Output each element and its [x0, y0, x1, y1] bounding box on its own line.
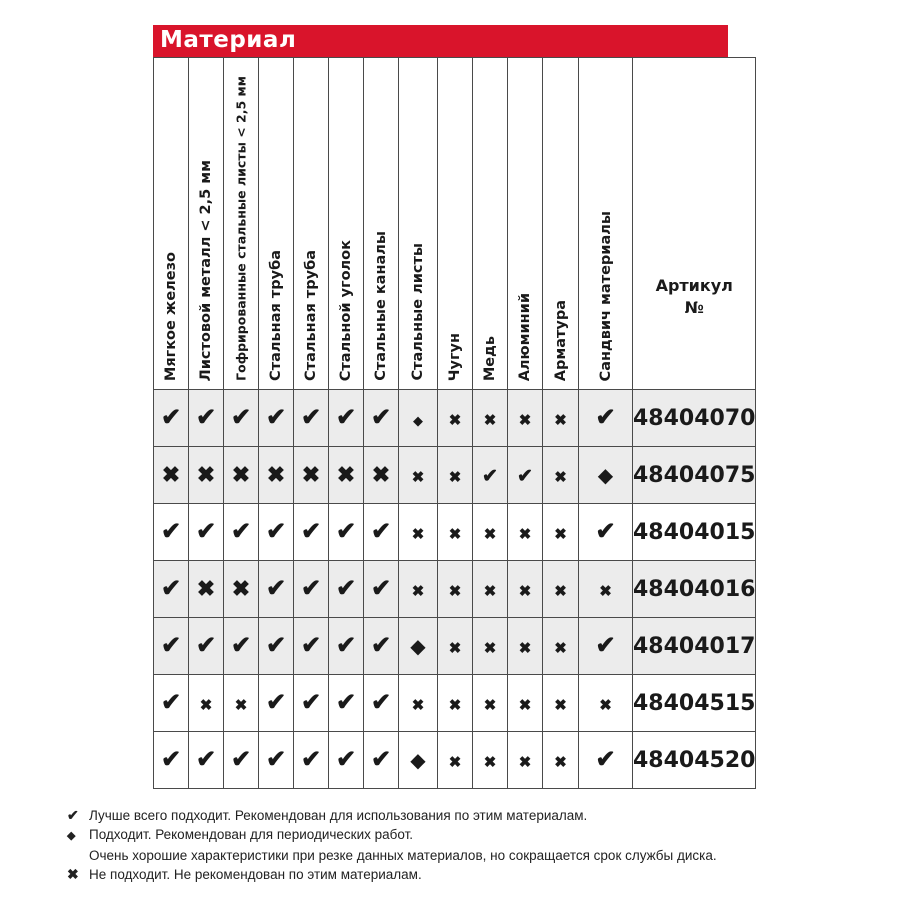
column-header — [294, 58, 329, 390]
article-header-label: Артикул № — [655, 276, 733, 317]
rating-cell — [154, 732, 189, 789]
header-row — [154, 58, 756, 390]
table-row — [154, 504, 756, 561]
rating-cell — [224, 561, 259, 618]
column-header-label: Стальная труба — [303, 250, 319, 381]
rating-cell — [189, 561, 224, 618]
rating-cell — [508, 675, 543, 732]
cross-icon: ✖ — [599, 583, 612, 600]
table-row — [154, 561, 756, 618]
check-icon: ✔ — [595, 746, 616, 773]
rating-cell — [438, 732, 473, 789]
rating-cell — [508, 561, 543, 618]
legend-text: Не подходит. Не рекомендован по этим материалам. — [89, 867, 422, 882]
check-icon: ✔ — [300, 632, 322, 659]
check-icon: ✔ — [265, 404, 287, 431]
column-header — [259, 58, 294, 390]
rating-cell — [154, 618, 189, 675]
article-number: 48404070 — [633, 390, 756, 447]
rating-cell — [189, 390, 224, 447]
legend — [67, 806, 717, 884]
legend-item — [67, 846, 717, 865]
column-header-label: Листовой металл < 2,5 мм — [198, 159, 214, 381]
rating-cell — [473, 390, 508, 447]
column-header-label: Алюминий — [517, 292, 533, 381]
check-icon: ✔ — [300, 575, 322, 602]
rating-cell — [579, 561, 633, 618]
cross-icon: ✖ — [411, 697, 425, 714]
rating-cell — [399, 447, 438, 504]
article-number: 48404515 — [633, 675, 756, 732]
cross-icon: ✖ — [448, 754, 462, 771]
rating-cell — [259, 447, 294, 504]
rating-cell — [543, 504, 579, 561]
rating-cell — [579, 504, 633, 561]
column-header — [579, 58, 633, 390]
column-header-label: Стальная труба — [268, 250, 284, 381]
cross-icon: ✖ — [234, 697, 248, 714]
rating-cell — [473, 447, 508, 504]
column-header-label: Стальные каналы — [373, 231, 389, 381]
rating-cell — [294, 618, 329, 675]
column-header — [329, 58, 364, 390]
cross-icon: ✖ — [518, 754, 532, 771]
rating-cell — [364, 561, 399, 618]
rating-cell — [329, 504, 364, 561]
check-icon: ✔ — [335, 518, 357, 545]
rating-cell — [224, 732, 259, 789]
cross-icon: ✖ — [336, 462, 356, 487]
cross-icon: ✖ — [483, 697, 497, 714]
rating-cell — [364, 618, 399, 675]
check-icon: ✔ — [300, 404, 322, 431]
rating-cell — [543, 447, 579, 504]
rating-cell — [508, 618, 543, 675]
diamond-icon: ◆ — [410, 750, 426, 772]
check-icon: ✔ — [370, 632, 392, 659]
check-icon: ✔ — [160, 404, 182, 431]
cross-icon: ✖ — [518, 526, 532, 543]
column-header-label: Гофрированные стальные листы < 2,5 мм — [233, 76, 249, 381]
check-icon: ✔ — [370, 689, 392, 716]
article-number: 48404015 — [633, 504, 756, 561]
rating-cell — [399, 504, 438, 561]
cross-icon: ✖ — [554, 640, 567, 657]
check-icon: ✔ — [300, 746, 322, 773]
rating-cell — [329, 732, 364, 789]
rating-cell — [473, 732, 508, 789]
rating-cell — [259, 504, 294, 561]
header-banner — [153, 25, 728, 57]
table-row — [154, 390, 756, 447]
rating-cell — [508, 504, 543, 561]
check-icon: ✔ — [300, 689, 322, 716]
check-icon: ✔ — [300, 518, 322, 545]
check-icon: ✔ — [230, 518, 252, 545]
cross-icon: ✖ — [599, 697, 612, 714]
article-column-header — [633, 58, 756, 390]
article-number: 48404075 — [633, 447, 756, 504]
cross-icon: ✖ — [448, 640, 462, 657]
cross-icon: ✖ — [448, 526, 462, 543]
rating-cell — [294, 675, 329, 732]
rating-cell — [224, 675, 259, 732]
check-icon: ✔ — [230, 632, 252, 659]
cross-icon: ✖ — [483, 640, 497, 657]
rating-cell — [473, 561, 508, 618]
check-icon: ✔ — [595, 518, 616, 545]
column-header — [189, 58, 224, 390]
article-number: 48404017 — [633, 618, 756, 675]
rating-cell — [543, 618, 579, 675]
cross-icon: ✖ — [448, 469, 462, 486]
rating-cell — [364, 675, 399, 732]
cross-icon: ✖ — [483, 526, 497, 543]
rating-cell — [399, 675, 438, 732]
check-icon: ✔ — [230, 746, 252, 773]
rating-cell — [329, 447, 364, 504]
cross-icon: ✖ — [161, 462, 181, 487]
check-icon: ✔ — [160, 575, 182, 602]
rating-cell — [438, 618, 473, 675]
diamond-icon: ◆ — [410, 636, 426, 658]
cross-icon: ✖ — [448, 697, 462, 714]
rating-cell — [259, 561, 294, 618]
rating-cell — [543, 561, 579, 618]
rating-cell — [294, 732, 329, 789]
check-icon: ✔ — [160, 746, 182, 773]
rating-cell — [154, 447, 189, 504]
rating-cell — [259, 675, 294, 732]
check-icon: ✔ — [595, 632, 616, 659]
page-title: Материал — [160, 27, 297, 53]
article-number: 48404016 — [633, 561, 756, 618]
check-icon: ✔ — [195, 518, 217, 545]
rating-cell — [189, 447, 224, 504]
check-icon: ✔ — [335, 404, 357, 431]
rating-cell — [294, 561, 329, 618]
rating-cell — [473, 618, 508, 675]
check-icon: ✔ — [370, 518, 392, 545]
rating-cell — [189, 504, 224, 561]
cross-icon: ✖ — [411, 526, 425, 543]
check-icon: ✔ — [370, 746, 392, 773]
check-icon: ✔ — [67, 807, 79, 823]
rating-cell — [189, 675, 224, 732]
column-header — [224, 58, 259, 390]
rating-cell — [329, 675, 364, 732]
check-icon: ✔ — [370, 575, 392, 602]
column-header — [154, 58, 189, 390]
column-header — [473, 58, 508, 390]
table-row — [154, 447, 756, 504]
rating-cell — [224, 618, 259, 675]
check-icon: ✔ — [595, 404, 616, 431]
cross-icon: ✖ — [554, 412, 567, 429]
cross-icon: ✖ — [67, 866, 79, 882]
rating-cell — [154, 390, 189, 447]
table-row — [154, 618, 756, 675]
article-number: 48404520 — [633, 732, 756, 789]
cross-icon: ✖ — [199, 697, 213, 714]
cross-icon: ✖ — [371, 462, 391, 487]
rating-cell — [224, 447, 259, 504]
legend-item — [67, 825, 717, 846]
check-icon: ✔ — [160, 518, 182, 545]
cross-icon: ✖ — [448, 412, 462, 429]
check-icon: ✔ — [265, 575, 287, 602]
check-icon: ✔ — [335, 575, 357, 602]
rating-cell — [399, 561, 438, 618]
check-icon: ✔ — [265, 518, 287, 545]
check-icon: ✔ — [195, 404, 217, 431]
cross-icon: ✖ — [554, 754, 567, 771]
rating-cell — [224, 504, 259, 561]
cross-icon: ✖ — [411, 469, 425, 486]
rating-cell — [259, 618, 294, 675]
column-header — [399, 58, 438, 390]
check-icon: ✔ — [160, 689, 182, 716]
rating-cell — [329, 390, 364, 447]
check-icon: ✔ — [335, 689, 357, 716]
check-icon: ✔ — [230, 404, 252, 431]
rating-cell — [508, 390, 543, 447]
column-header — [364, 58, 399, 390]
column-header-label: Мягкое железо — [163, 251, 179, 381]
diamond-icon: ◆ — [413, 413, 423, 428]
rating-cell — [438, 447, 473, 504]
cross-icon: ✖ — [518, 697, 532, 714]
legend-text: Очень хорошие характеристики при резке данных материалов, но сокращается срок службы диска. — [89, 848, 717, 863]
column-header-label: Сандвич материалы — [597, 210, 614, 381]
rating-cell — [259, 390, 294, 447]
legend-item — [67, 865, 717, 884]
rating-cell — [438, 675, 473, 732]
diamond-icon: ◆ — [67, 830, 76, 842]
rating-cell — [473, 504, 508, 561]
column-header-label: Арматура — [552, 299, 569, 381]
rating-cell — [399, 390, 438, 447]
check-icon: ✔ — [335, 746, 357, 773]
rating-cell — [294, 504, 329, 561]
cross-icon: ✖ — [411, 583, 425, 600]
material-compatibility-table — [153, 57, 756, 789]
check-icon: ✔ — [265, 689, 287, 716]
column-header-label: Чугун — [447, 332, 463, 381]
cross-icon: ✖ — [483, 583, 497, 600]
rating-cell — [154, 561, 189, 618]
check-icon: ✔ — [517, 466, 533, 487]
cross-icon: ✖ — [448, 583, 462, 600]
rating-cell — [364, 390, 399, 447]
column-header — [543, 58, 579, 390]
rating-cell — [329, 561, 364, 618]
cross-icon: ✖ — [554, 697, 567, 714]
rating-cell — [508, 732, 543, 789]
check-icon: ✔ — [195, 632, 217, 659]
rating-cell — [543, 390, 579, 447]
check-icon: ✔ — [335, 632, 357, 659]
column-header-label: Стальные листы — [410, 243, 426, 381]
rating-cell — [399, 732, 438, 789]
table-row — [154, 675, 756, 732]
rating-cell — [154, 504, 189, 561]
rating-cell — [543, 732, 579, 789]
rating-cell — [473, 675, 508, 732]
rating-cell — [438, 504, 473, 561]
rating-cell — [579, 732, 633, 789]
rating-cell — [438, 561, 473, 618]
rating-cell — [438, 390, 473, 447]
cross-icon: ✖ — [196, 576, 216, 601]
cross-icon: ✖ — [518, 640, 532, 657]
cross-icon: ✖ — [231, 576, 251, 601]
check-icon: ✔ — [265, 632, 287, 659]
rating-cell — [543, 675, 579, 732]
column-header-label: Медь — [482, 335, 498, 381]
cross-icon: ✖ — [301, 462, 321, 487]
column-header — [508, 58, 543, 390]
check-icon: ✔ — [265, 746, 287, 773]
cross-icon: ✖ — [483, 412, 497, 429]
rating-cell — [508, 447, 543, 504]
rating-cell — [579, 447, 633, 504]
column-header — [438, 58, 473, 390]
rating-cell — [294, 390, 329, 447]
rating-cell — [329, 618, 364, 675]
check-icon: ✔ — [482, 466, 498, 487]
rating-cell — [154, 675, 189, 732]
column-header-label: Стальной уголок — [338, 239, 354, 381]
cross-icon: ✖ — [518, 583, 532, 600]
legend-text: Лучше всего подходит. Рекомендован для использования по этим материалам. — [89, 808, 588, 823]
rating-cell — [294, 447, 329, 504]
diamond-icon: ◆ — [597, 465, 614, 487]
rating-cell — [189, 618, 224, 675]
rating-cell — [259, 732, 294, 789]
cross-icon: ✖ — [196, 462, 216, 487]
cross-icon: ✖ — [483, 754, 497, 771]
cross-icon: ✖ — [266, 462, 286, 487]
table-row — [154, 732, 756, 789]
cross-icon: ✖ — [554, 469, 567, 486]
rating-cell — [399, 618, 438, 675]
check-icon: ✔ — [370, 404, 392, 431]
cross-icon: ✖ — [518, 412, 532, 429]
legend-item — [67, 806, 717, 825]
rating-cell — [579, 675, 633, 732]
rating-cell — [364, 504, 399, 561]
check-icon: ✔ — [160, 632, 182, 659]
cross-icon: ✖ — [554, 583, 567, 600]
rating-cell — [364, 732, 399, 789]
rating-cell — [364, 447, 399, 504]
rating-cell — [189, 732, 224, 789]
cross-icon: ✖ — [554, 526, 567, 543]
check-icon: ✔ — [195, 746, 217, 773]
rating-cell — [579, 618, 633, 675]
rating-cell — [224, 390, 259, 447]
cross-icon: ✖ — [231, 462, 251, 487]
rating-cell — [579, 390, 633, 447]
legend-text: Подходит. Рекомендован для периодических работ. — [89, 827, 414, 842]
